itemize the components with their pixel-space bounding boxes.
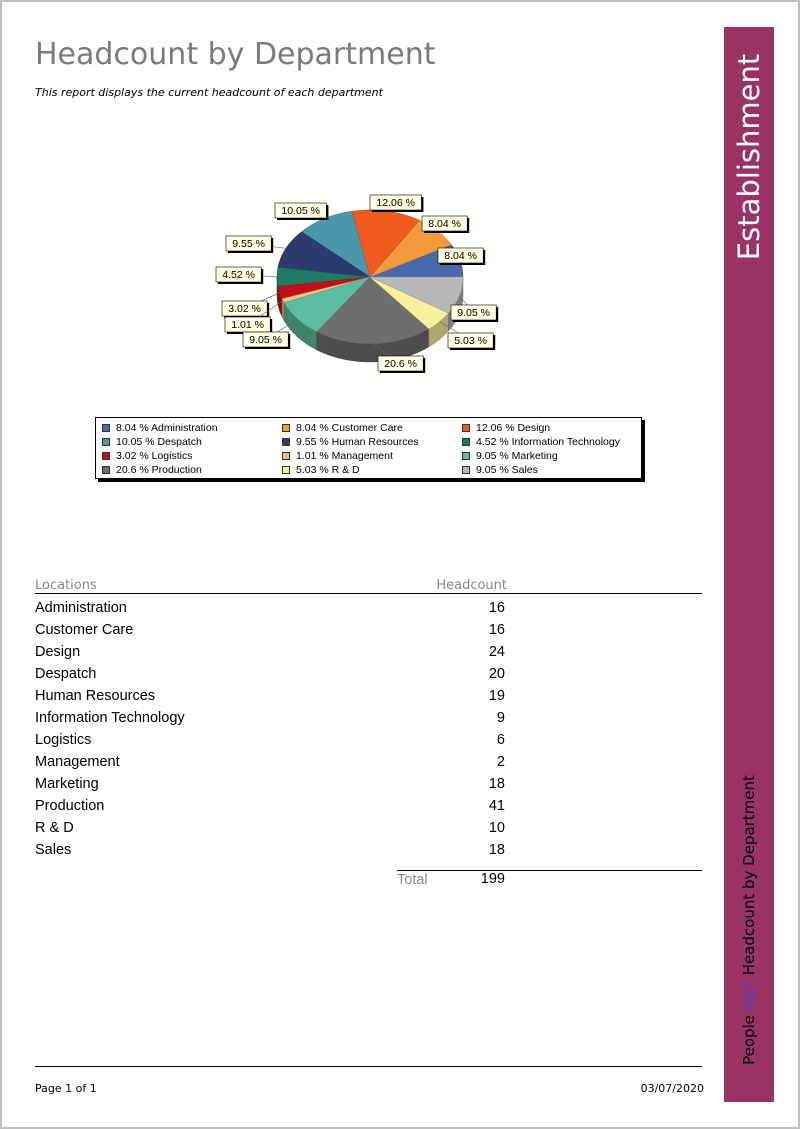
legend-item <box>102 435 282 448</box>
legend-swatch <box>102 424 110 432</box>
table-row <box>35 795 515 817</box>
row-location: Customer Care <box>35 622 134 638</box>
table-row <box>35 773 515 795</box>
brand-footer <box>724 760 774 1080</box>
chart-legend <box>95 417 642 479</box>
legend-label: 8.04 % Administration <box>116 421 218 434</box>
svg-text:9.05 %: 9.05 % <box>457 307 490 319</box>
row-headcount: 18 <box>488 776 505 792</box>
row-location: Production <box>35 798 105 814</box>
svg-text:4.52 %: 4.52 % <box>222 269 255 281</box>
svg-text:8.04 %: 8.04 % <box>428 218 461 230</box>
brand-name-part2: Inc <box>740 988 758 1011</box>
legend-swatch <box>282 424 290 432</box>
row-location: Sales <box>35 842 72 858</box>
svg-text:5.03 %: 5.03 % <box>454 335 487 347</box>
page-number: Page 1 of 1 <box>35 1082 97 1095</box>
row-headcount: 16 <box>488 622 505 638</box>
table-header <box>35 577 702 594</box>
legend-item <box>102 449 282 462</box>
legend-item <box>282 463 462 476</box>
svg-text:1.01 %: 1.01 % <box>231 319 264 331</box>
row-location: Information Technology <box>35 710 185 726</box>
slice-label <box>226 236 273 253</box>
legend-label: 9.05 % Sales <box>476 463 538 476</box>
legend-label: 1.01 % Management <box>296 449 393 462</box>
report-date: 03/07/2020 <box>640 1082 704 1095</box>
slice-label <box>451 305 498 322</box>
row-headcount: 19 <box>488 688 505 704</box>
row-headcount: 9 <box>496 710 505 726</box>
slice-label <box>225 317 272 334</box>
legend-label: 5.03 % R & D <box>296 463 360 476</box>
legend-label: 10.05 % Despatch <box>116 435 202 448</box>
report-subtitle: This report displays the current headcount of each department <box>35 86 383 99</box>
table-body <box>35 597 515 861</box>
legend-item <box>462 463 642 476</box>
legend-item <box>462 435 642 448</box>
section-title-text: Establishment <box>732 53 766 261</box>
svg-text:20.6 %: 20.6 % <box>384 358 417 370</box>
row-headcount: 41 <box>488 798 505 814</box>
table-row <box>35 685 515 707</box>
row-headcount: 24 <box>488 644 505 660</box>
row-location: Human Resources <box>35 688 156 704</box>
table-row <box>35 729 515 751</box>
legend-item <box>282 421 462 434</box>
table-row <box>35 663 515 685</box>
row-location: Design <box>35 644 81 660</box>
svg-text:3.02 %: 3.02 % <box>228 303 261 315</box>
row-headcount: 16 <box>488 600 505 616</box>
svg-text:12.06 %: 12.06 % <box>376 197 415 209</box>
registered-mark: ® <box>741 980 750 989</box>
row-location: Marketing <box>35 776 99 792</box>
legend-item <box>462 421 642 434</box>
slice-label <box>448 333 495 350</box>
svg-text:9.55 %: 9.55 % <box>232 238 265 250</box>
row-location: Despatch <box>35 666 97 682</box>
legend-label: 8.04 % Customer Care <box>296 421 403 434</box>
legend-swatch <box>102 466 110 474</box>
slice-label <box>222 301 269 318</box>
slice-label <box>422 216 469 233</box>
legend-item <box>102 463 282 476</box>
pie-chart <box>200 180 540 380</box>
legend-label: 4.52 % Information Technology <box>476 435 620 448</box>
row-location: Administration <box>35 600 127 616</box>
row-headcount: 10 <box>488 820 505 836</box>
slice-label <box>378 356 425 373</box>
legend-swatch <box>462 424 470 432</box>
table-row <box>35 817 515 839</box>
legend-swatch <box>282 438 290 446</box>
table-row <box>35 839 515 861</box>
sidebar-report-name: Headcount by Department <box>740 775 758 976</box>
slice-label <box>438 248 485 265</box>
legend-label: 20.6 % Production <box>116 463 202 476</box>
table-row <box>35 707 515 729</box>
slice-label <box>370 195 423 212</box>
footer-divider <box>35 1066 702 1067</box>
legend-item <box>282 449 462 462</box>
legend-swatch <box>102 438 110 446</box>
slice-label <box>243 332 290 349</box>
row-headcount: 20 <box>488 666 505 682</box>
table-row <box>35 619 515 641</box>
legend-label: 12.06 % Design <box>476 421 551 434</box>
legend-label: 3.02 % Logistics <box>116 449 193 462</box>
legend-swatch <box>282 466 290 474</box>
legend-swatch <box>282 452 290 460</box>
row-headcount: 18 <box>488 842 505 858</box>
legend-swatch <box>462 452 470 460</box>
legend-label: 9.55 % Human Resources <box>296 435 419 448</box>
report-title: Headcount by Department <box>35 37 436 72</box>
legend-item <box>462 449 642 462</box>
legend-label: 9.05 % Marketing <box>476 449 558 462</box>
brand-line <box>740 775 758 1065</box>
total-label: Total <box>397 872 428 888</box>
slice-label <box>275 203 328 220</box>
row-headcount: 6 <box>496 732 505 748</box>
column-header-headcount: Headcount <box>436 578 507 593</box>
row-location: R & D <box>35 820 74 836</box>
table-row <box>35 751 515 773</box>
table-row <box>35 597 515 619</box>
svg-text:8.04 %: 8.04 % <box>444 250 477 262</box>
row-headcount: 2 <box>496 754 505 770</box>
column-header-locations: Locations <box>35 578 97 593</box>
row-location: Logistics <box>35 732 92 748</box>
section-title <box>724 27 774 267</box>
svg-text:10.05 %: 10.05 % <box>281 205 320 217</box>
table-row <box>35 641 515 663</box>
legend-item <box>282 435 462 448</box>
legend-swatch <box>462 438 470 446</box>
legend-swatch <box>462 466 470 474</box>
row-location: Management <box>35 754 120 770</box>
brand-name-part1: People <box>740 1015 758 1065</box>
svg-text:9.05 %: 9.05 % <box>249 334 282 346</box>
legend-item <box>102 421 282 434</box>
legend-swatch <box>102 452 110 460</box>
total-value: 199 <box>480 871 505 887</box>
slice-label <box>216 267 263 284</box>
